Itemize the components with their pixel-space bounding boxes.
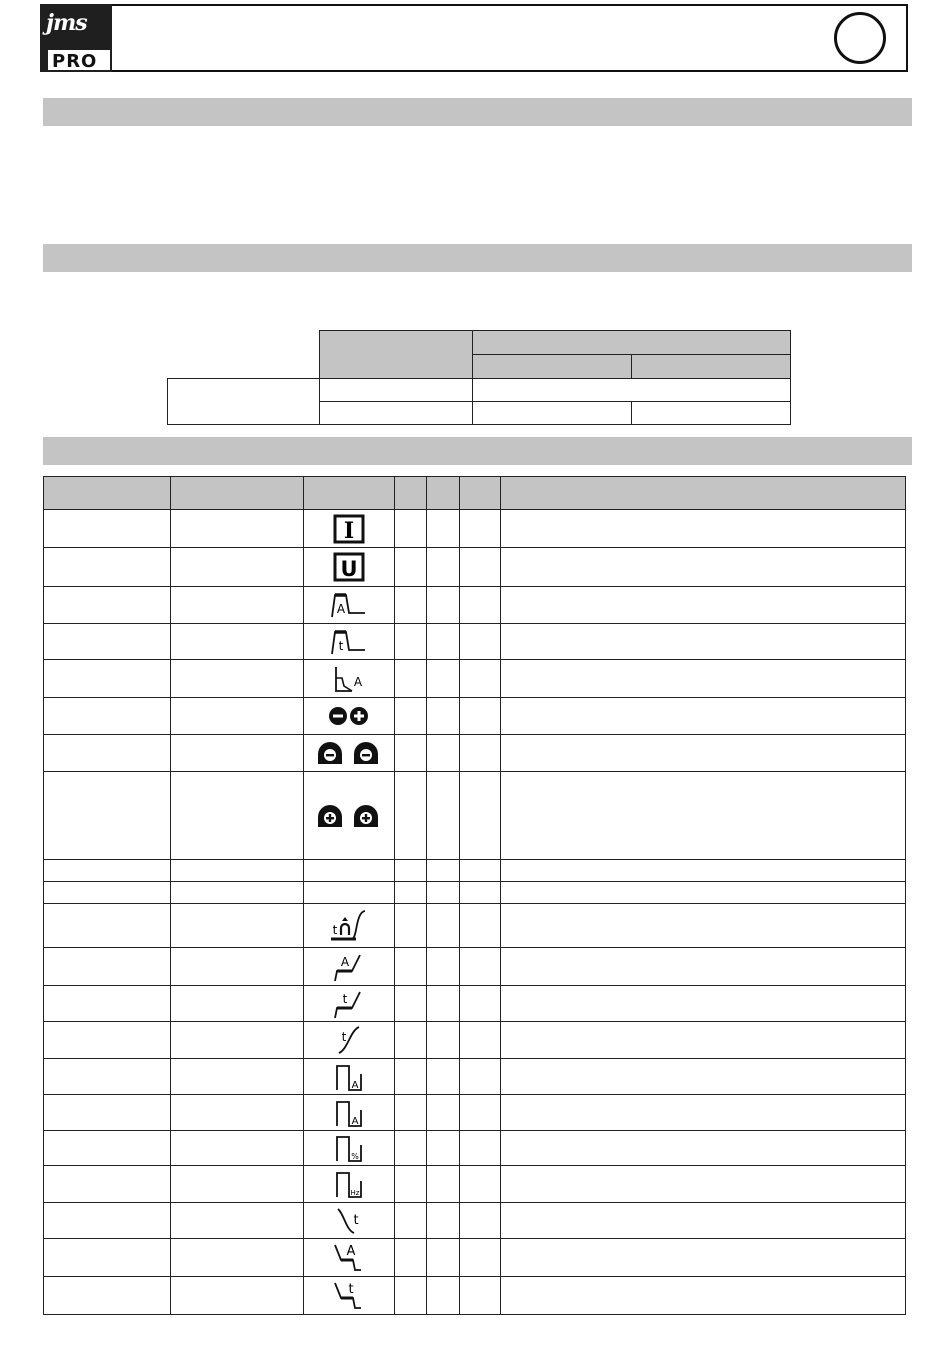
table-cell (501, 735, 906, 772)
table-cell (304, 548, 395, 587)
table-cell (304, 1131, 395, 1166)
table-cell (304, 1203, 395, 1239)
table-row (44, 548, 906, 587)
table-row (44, 1277, 906, 1315)
table-cell (427, 772, 460, 860)
table-cell (171, 624, 304, 660)
col-header (304, 477, 395, 510)
table-cell (460, 860, 501, 882)
svg-text:t: t (338, 638, 344, 653)
table-cell (44, 882, 171, 904)
table-cell (395, 986, 427, 1022)
logo-pro-text: PRO (52, 51, 98, 72)
table-cell (171, 772, 304, 860)
current-I-icon (333, 514, 365, 544)
table-cell (427, 587, 460, 624)
table-cell (501, 624, 906, 660)
polarity-positive-pair-icon (316, 803, 382, 829)
table-row (44, 904, 906, 948)
table-row (44, 660, 906, 698)
table-header-row (44, 477, 906, 510)
svg-text:A: A (346, 1243, 356, 1259)
table-cell (460, 904, 501, 948)
table-cell (501, 948, 906, 986)
table-cell (395, 735, 427, 772)
svg-text:A: A (340, 954, 350, 969)
table-cell (427, 1203, 460, 1239)
page-header (40, 4, 908, 72)
jms-pro-logo (40, 4, 112, 72)
table-cell (304, 1059, 395, 1095)
table-cell (395, 772, 427, 860)
table-cell (304, 660, 395, 698)
table-cell (501, 1277, 906, 1315)
svg-text:A: A (351, 1079, 359, 1091)
table-cell (304, 882, 395, 904)
pulse-frequency-hz-icon (333, 1169, 365, 1199)
table-cell (427, 948, 460, 986)
table-cell (395, 660, 427, 698)
table-cell (427, 698, 460, 735)
table-cell (171, 1131, 304, 1166)
table-cell (304, 624, 395, 660)
table-cell (44, 660, 171, 698)
svg-text:t: t (348, 1281, 354, 1297)
table-cell (304, 1095, 395, 1131)
table-cell (501, 1095, 906, 1131)
small-table-subheader-b (631, 355, 790, 379)
table-cell (501, 1022, 906, 1059)
table-cell (44, 1239, 171, 1277)
small-table-rowlabel (168, 379, 320, 425)
table-cell (427, 548, 460, 587)
table-cell (460, 948, 501, 986)
table-cell (44, 510, 171, 548)
svg-text:A: A (351, 1115, 359, 1127)
table-cell (171, 1203, 304, 1239)
table-cell (427, 1131, 460, 1166)
table-cell (427, 986, 460, 1022)
pulse-low-current-icon (333, 1098, 365, 1128)
col-header (395, 477, 427, 510)
polarity-minus-plus-icon (327, 705, 371, 727)
table-cell (171, 1059, 304, 1095)
table-cell (171, 860, 304, 882)
table-cell (44, 1022, 171, 1059)
table-cell (395, 624, 427, 660)
table-cell (171, 948, 304, 986)
table-cell (427, 1239, 460, 1277)
upslope-time-icon (334, 1025, 364, 1055)
table-cell (501, 860, 906, 882)
table-row (44, 587, 906, 624)
end-current-icon (331, 1242, 367, 1274)
start-time-icon (332, 988, 366, 1020)
table-cell (460, 1203, 501, 1239)
polarity-negative-pair-icon (316, 740, 382, 766)
table-cell (395, 1277, 427, 1315)
table-cell (171, 660, 304, 698)
table-row (44, 698, 906, 735)
small-table-cell (472, 402, 631, 425)
pulse-duty-percent-icon (333, 1133, 365, 1163)
table-cell (44, 986, 171, 1022)
table-cell (501, 660, 906, 698)
table-cell (460, 735, 501, 772)
table-cell (304, 986, 395, 1022)
table-cell (427, 510, 460, 548)
svg-text:A: A (353, 674, 363, 689)
table-row (44, 986, 906, 1022)
table-cell (304, 735, 395, 772)
table-row (44, 948, 906, 986)
start-current-icon (332, 951, 366, 983)
table-cell (304, 1239, 395, 1277)
voltage-U-icon (333, 552, 365, 582)
table-cell (395, 1166, 427, 1203)
table-cell (501, 548, 906, 587)
table-cell (395, 1059, 427, 1095)
svg-text:t: t (353, 1212, 359, 1228)
table-cell (44, 904, 171, 948)
section-bar-3 (43, 437, 912, 465)
table-cell (460, 1131, 501, 1166)
table-row (44, 860, 906, 882)
table-cell (427, 1095, 460, 1131)
table-cell (395, 698, 427, 735)
table-cell (44, 1277, 171, 1315)
table-cell (304, 860, 395, 882)
table-row (44, 772, 906, 860)
table-cell (395, 1131, 427, 1166)
table-cell (171, 587, 304, 624)
parameter-table (43, 476, 906, 1315)
table-row (44, 1239, 906, 1277)
svg-text:A: A (336, 602, 346, 616)
small-table-header-1 (319, 331, 472, 379)
table-cell (44, 1203, 171, 1239)
table-row (44, 510, 906, 548)
table-cell (460, 510, 501, 548)
table-cell (44, 1166, 171, 1203)
downslope-time-icon (334, 1206, 364, 1236)
table-row (44, 624, 906, 660)
table-cell (501, 1203, 906, 1239)
table-cell (427, 860, 460, 882)
table-cell (395, 860, 427, 882)
table-cell (427, 1166, 460, 1203)
table-cell (460, 1095, 501, 1131)
svg-text:I: I (343, 517, 355, 544)
table-cell (427, 624, 460, 660)
table-cell (460, 1277, 501, 1315)
table-cell (44, 860, 171, 882)
col-header (460, 477, 501, 510)
col-header (427, 477, 460, 510)
table-cell (501, 1131, 906, 1166)
table-cell (44, 948, 171, 986)
table-cell (395, 1239, 427, 1277)
col-header (44, 477, 171, 510)
table-cell (44, 772, 171, 860)
col-header (171, 477, 304, 510)
table-cell (460, 1059, 501, 1095)
small-table-cell (472, 379, 790, 402)
table-cell (460, 698, 501, 735)
svg-text:t: t (332, 922, 338, 937)
table-row (44, 735, 906, 772)
table-cell (501, 904, 906, 948)
table-cell (44, 1095, 171, 1131)
table-cell (395, 510, 427, 548)
table-cell (501, 587, 906, 624)
table-cell (460, 587, 501, 624)
table-cell (171, 1022, 304, 1059)
table-cell (44, 1059, 171, 1095)
table-cell (460, 624, 501, 660)
table-cell (304, 772, 395, 860)
table-cell (171, 1239, 304, 1277)
table-cell (395, 1022, 427, 1059)
svg-text:%: % (351, 1152, 359, 1161)
table-cell (395, 882, 427, 904)
table-cell (501, 772, 906, 860)
end-time-icon (331, 1280, 367, 1312)
table-cell (171, 510, 304, 548)
table-cell (501, 510, 906, 548)
svg-text:t: t (342, 991, 348, 1006)
table-cell (460, 1022, 501, 1059)
table-cell (427, 1059, 460, 1095)
table-cell (44, 587, 171, 624)
table-cell (171, 882, 304, 904)
arc-force-icon (332, 664, 366, 694)
table-cell (304, 698, 395, 735)
hot-start-current-icon (329, 591, 369, 619)
table-row (44, 1095, 906, 1131)
svg-text:t: t (341, 1030, 347, 1044)
small-table-header-2 (472, 331, 790, 355)
svg-text:U: U (340, 557, 358, 581)
hot-start-time-icon (329, 628, 369, 656)
table-cell (460, 882, 501, 904)
small-table-subheader-a (472, 355, 631, 379)
table-cell (427, 1022, 460, 1059)
table-cell (44, 698, 171, 735)
table-cell (304, 904, 395, 948)
table-cell (304, 1022, 395, 1059)
table-cell (501, 986, 906, 1022)
table-cell (171, 698, 304, 735)
table-cell (501, 1239, 906, 1277)
table-row (44, 1059, 906, 1095)
table-cell (304, 948, 395, 986)
table-cell (395, 904, 427, 948)
table-cell (304, 510, 395, 548)
table-cell (171, 1277, 304, 1315)
table-cell (395, 548, 427, 587)
pre-gas-time-icon (329, 908, 369, 944)
table-cell (44, 1131, 171, 1166)
section-bar-2 (43, 244, 912, 272)
table-cell (171, 735, 304, 772)
section-bar-1 (43, 98, 912, 126)
table-cell (460, 1166, 501, 1203)
table-cell (501, 1166, 906, 1203)
table-cell (44, 735, 171, 772)
small-table-cell (319, 379, 472, 402)
table-cell (460, 1239, 501, 1277)
table-cell (501, 698, 906, 735)
table-cell (171, 986, 304, 1022)
table-cell (460, 660, 501, 698)
table-cell (460, 548, 501, 587)
logo-brand-text: jms (46, 10, 87, 36)
table-cell (501, 882, 906, 904)
svg-text:Hz: Hz (350, 1189, 360, 1197)
table-cell (44, 548, 171, 587)
small-table-cell (631, 402, 790, 425)
table-row (44, 1203, 906, 1239)
table-cell (427, 882, 460, 904)
small-spec-table (167, 330, 791, 425)
table-cell (460, 986, 501, 1022)
col-header (501, 477, 906, 510)
table-row (44, 1131, 906, 1166)
table-cell (427, 1277, 460, 1315)
table-cell (460, 772, 501, 860)
small-table-cell (319, 402, 472, 425)
table-cell (304, 587, 395, 624)
table-cell (427, 660, 460, 698)
table-cell (171, 548, 304, 587)
table-cell (171, 904, 304, 948)
table-cell (427, 904, 460, 948)
table-cell (395, 948, 427, 986)
table-row (44, 1166, 906, 1203)
table-cell (427, 735, 460, 772)
pulse-high-current-icon (333, 1062, 365, 1092)
table-cell (171, 1095, 304, 1131)
table-cell (501, 1059, 906, 1095)
table-row (44, 882, 906, 904)
table-cell (395, 1095, 427, 1131)
table-cell (395, 587, 427, 624)
table-cell (171, 1166, 304, 1203)
language-badge-circle (834, 12, 886, 64)
table-cell (304, 1277, 395, 1315)
table-row (44, 1022, 906, 1059)
table-cell (44, 624, 171, 660)
table-cell (395, 1203, 427, 1239)
table-cell (304, 1166, 395, 1203)
